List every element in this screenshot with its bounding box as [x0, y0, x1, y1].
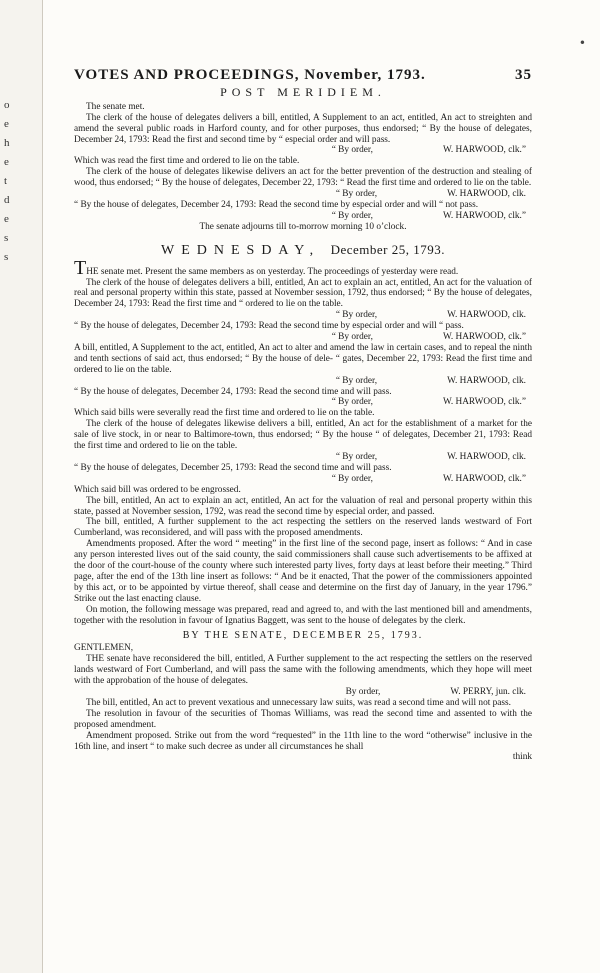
margin-letter: s — [4, 232, 9, 244]
clerk-name: W. HARWOOD, clk. — [447, 310, 526, 321]
paragraph: Amendments proposed. After the word “ meeting” in the first line of the second page, insert as follows: “ And in case any person interested lives out of the said county, the said commissioners shall cause such advertisements to be affixed at the door of the court-house of the county where such interested party lives, forty days at least before their meeting.” Third page, after the end of the 13th line insert as follows: “ And be it enacted, That the power of the commissioners appointed by this act, or to be appointed by virtue thereof, shall cease and determine on the first day of January, in the year 1796.” Strike out the last enacting clause. — [74, 539, 532, 604]
paragraph: Amendment proposed. Strike out from the word “requested” in the 11th line to the word “otherwise” inclusive in the 16th line, and insert “ to make such decree as under all circumstances he shall — [74, 730, 532, 752]
paragraph: “ By the house of delegates, December 24, 1793: Read the second time by especial order and will “ not pass. — [74, 199, 479, 210]
by-order: “ By order, — [331, 145, 373, 156]
paragraph: The senate met. — [86, 101, 145, 112]
paragraph: The clerk of the house of delegates likewise delivers an act for the better prevention of the destruction and stealing of wood, thus endorsed; “ By the house of delegates, December 22, 1793: “ Read the first time and ordered to lie on the table. — [74, 167, 532, 189]
signature-line — [74, 376, 532, 387]
clerk-name: W. HARWOOD, clk.” — [442, 397, 526, 408]
adjournment-line: The senate adjourns till to-morrow morning 10 o’clock. — [199, 221, 407, 232]
running-head — [74, 67, 532, 83]
catchword: think — [512, 752, 532, 763]
page-number: 35 — [515, 67, 532, 83]
margin-letter: h — [4, 137, 10, 149]
margin-letters — [4, 96, 10, 267]
day-date: December 25, 1793. — [330, 241, 445, 257]
signature-line — [74, 332, 532, 343]
by-order: “ By order, — [331, 332, 373, 343]
margin-letter: e — [4, 156, 9, 168]
paragraph: The clerk of the house of delegates delivers a bill, entitled, An act to explain an act, entitled, An act for the valuation of real and personal property within this state, passed at November session, 1792, thus endorsed; “ By the house of delegates, December 24, 1793: Read the first time and “ ordered to lie on the table. — [74, 277, 532, 310]
paragraph: “ By the house of delegates, December 24, 1793: Read the second time and will pass. — [74, 386, 392, 397]
paragraph: On motion, the following message was prepared, read and agreed to, and with the last mentioned bill and amendments, together with the resolution in favour of Ignatius Baggett, was sent to the house of delegates by the clerk. — [74, 604, 532, 626]
paragraph: Which was read the first time and ordered to lie on the table. — [74, 156, 300, 167]
by-order: “ By order, — [335, 310, 378, 321]
margin-letter: s — [4, 251, 9, 263]
by-order: “ By order, — [335, 452, 378, 462]
clerk-name: W. HARWOOD, clk. — [447, 452, 526, 462]
signature-line — [74, 145, 532, 156]
day-heading — [74, 241, 532, 258]
paragraph: The clerk of the house of delegates delivers a bill, entitled, A Supplement to an act, entitled, An act to streighten and amend the several public roads in Harford county, and for other purposes, thus endorsed; “ By the house of delegates, December 24, 1793: Read the first and second time by “ especial order and will pass. — [74, 112, 532, 145]
by-order: By order, — [345, 687, 381, 698]
paragraph: THE senate have reconsidered the bill, entitled, A Further supplement to the act respecting the settlers on the reserved lands westward of Fort Cumberland, and will pass the same with the following amendments, which they hope will meet with the approbation of the house of delegates. — [74, 654, 532, 687]
margin-letter: o — [4, 99, 10, 111]
running-head-title: VOTES AND PROCEEDINGS, November, 1793. — [74, 67, 426, 83]
paragraph: The bill, entitled, A further supplement to the act respecting the settlers on the reserved lands westward of Fort Cumberland, was reconsidered, and will pass with the proposed amendments. — [74, 517, 532, 539]
facing-page-edge — [0, 0, 43, 973]
paragraph: The resolution in favour of the securities of Thomas Williams, was read the second time and assented to with the proposed amendment. — [74, 708, 532, 730]
signature-line — [74, 474, 532, 485]
clerk-name: W. HARWOOD, clk. — [447, 189, 526, 200]
paragraph: A bill, entitled, A Supplement to the act, entitled, An act to alter and amend the law in certain cases, and to repeal the ninth and tenth sections of said act, thus endorsed; “ By the house of dele- “ gates, December 22, 1793: Read the first time and ordered to lie on the table. — [74, 342, 532, 375]
clerk-name: W. HARWOOD, clk.” — [442, 145, 526, 156]
signature-line — [74, 452, 532, 463]
page-content — [74, 67, 532, 763]
paragraph: The bill, entitled, An act to explain an act, entitled, An act for the valuation of real and personal property within this state, passed at November session, 1792, was read the second time by especial order, and passed. — [74, 495, 532, 517]
by-order: “ By order, — [335, 375, 378, 386]
salutation: GENTLEMEN, — [74, 643, 134, 654]
signature-line — [74, 211, 532, 222]
clerk-name: W. PERRY, jun. clk. — [450, 687, 526, 698]
signature-line — [74, 397, 532, 408]
signature-line — [74, 310, 532, 321]
paragraph: The clerk of the house of delegates likewise delivers a bill, entitled, An act for the establishment of a market for the sale of live stock, in or near to Baltimore-town, thus endorsed; “ By the house “ of delegates, December 21, 1793: Read the first time and ordered to lie on the table. — [74, 419, 532, 452]
clerk-name: W. HARWOOD, clk. — [447, 375, 526, 386]
clerk-name: W. HARWOOD, clk.” — [442, 210, 526, 221]
margin-letter: e — [4, 213, 9, 225]
paragraph: Which said bills were severally read the first time and ordered to lie on the table. — [74, 408, 375, 419]
by-order: “ By order, — [331, 210, 373, 221]
margin-letter: d — [4, 194, 10, 206]
paragraph: THE senate met. Present the same members as on yesterday. The proceedings of yesterday were read. — [74, 256, 459, 279]
by-order: “ By order, — [331, 473, 373, 484]
senate-dateline: BY THE SENATE, DECEMBER 25, 1793. — [182, 629, 424, 641]
signature-line — [74, 189, 532, 200]
clerk-name: W. HARWOOD, clk.” — [442, 473, 526, 484]
paragraph: Which said bill was ordered to be engrossed. — [74, 484, 241, 495]
margin-letter: e — [4, 118, 9, 130]
margin-letter: t — [4, 175, 8, 187]
signature-line — [74, 687, 532, 698]
section-heading-post-meridiem: POST MERIDIEM. — [220, 84, 386, 99]
by-order: “ By order, — [335, 189, 378, 200]
paragraph: “ By the house of delegates, December 24, 1793: Read the second time by especial order and will “ pass. — [74, 321, 464, 332]
clerk-name: W. HARWOOD, clk.” — [442, 332, 526, 343]
by-order: “ By order, — [331, 397, 373, 408]
corner-mark: • — [578, 36, 586, 50]
paragraph: The bill, entitled, An act to prevent vexatious and unnecessary law suits, was read a second time and will not pass. — [86, 697, 511, 708]
day-name: WEDNESDAY, — [161, 242, 321, 258]
paragraph: “ By the house of delegates, December 25, 1793: Read the second time and will pass. — [74, 462, 392, 473]
